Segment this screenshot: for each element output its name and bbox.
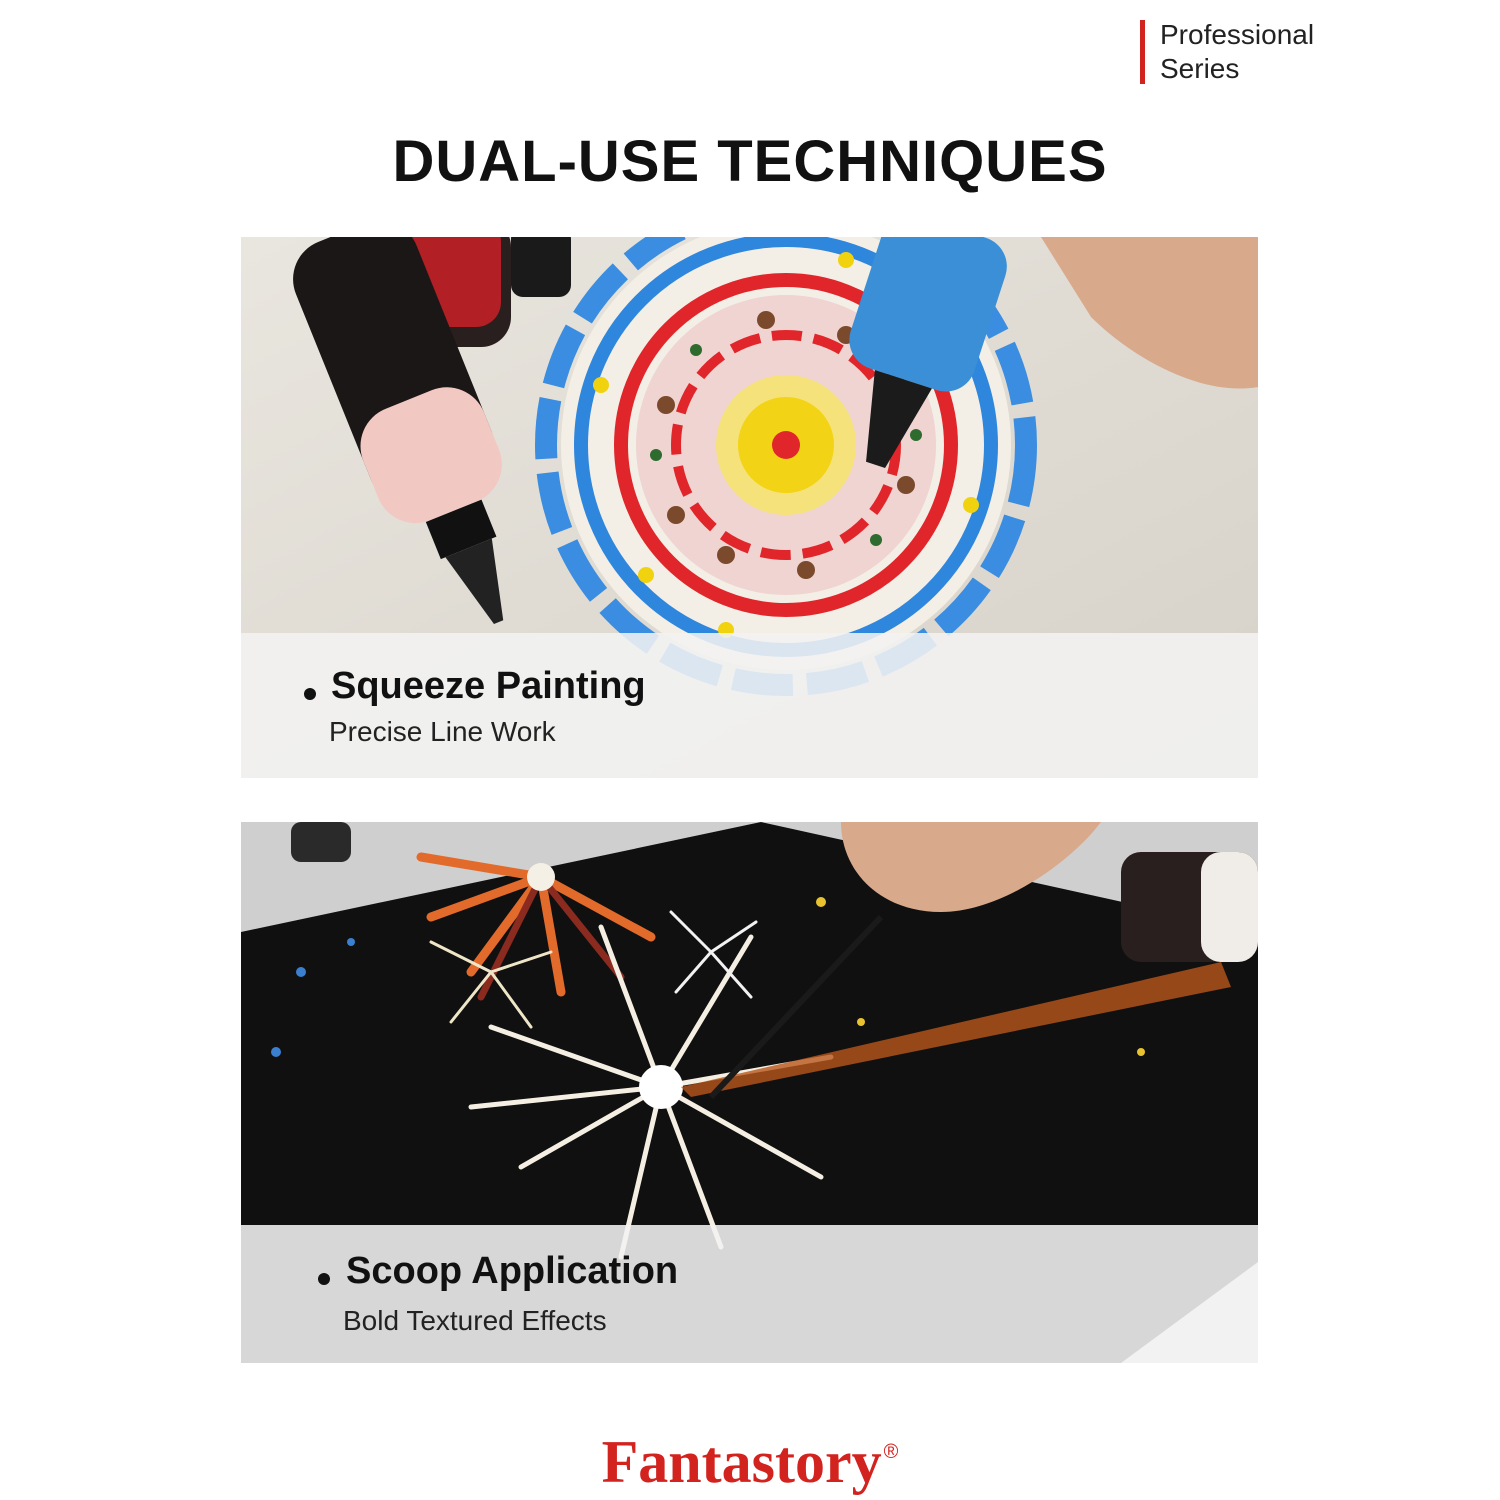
panel-scoop-application	[241, 822, 1258, 1363]
technique-subtitle: Bold Textured Effects	[343, 1305, 607, 1336]
series-tag-line1: Professional	[1160, 19, 1315, 50]
caption-scoop-application	[241, 1225, 1258, 1363]
series-tag	[1140, 20, 1314, 84]
technique-title: Squeeze Painting	[331, 665, 646, 707]
brand-logo	[0, 1428, 1500, 1497]
registered-mark: ®	[883, 1441, 899, 1463]
technique-title: Scoop Application	[346, 1250, 679, 1292]
bullet-icon	[304, 688, 316, 700]
series-tag-line2: Series	[1160, 53, 1240, 84]
caption-squeeze-painting	[241, 633, 1258, 778]
bullet-icon	[318, 1273, 330, 1285]
technique-subtitle: Precise Line Work	[329, 716, 556, 747]
panel-squeeze-painting	[241, 237, 1258, 778]
page-title: DUAL-USE TECHNIQUES	[392, 129, 1108, 194]
brand-name: Fantastory	[601, 1429, 882, 1495]
